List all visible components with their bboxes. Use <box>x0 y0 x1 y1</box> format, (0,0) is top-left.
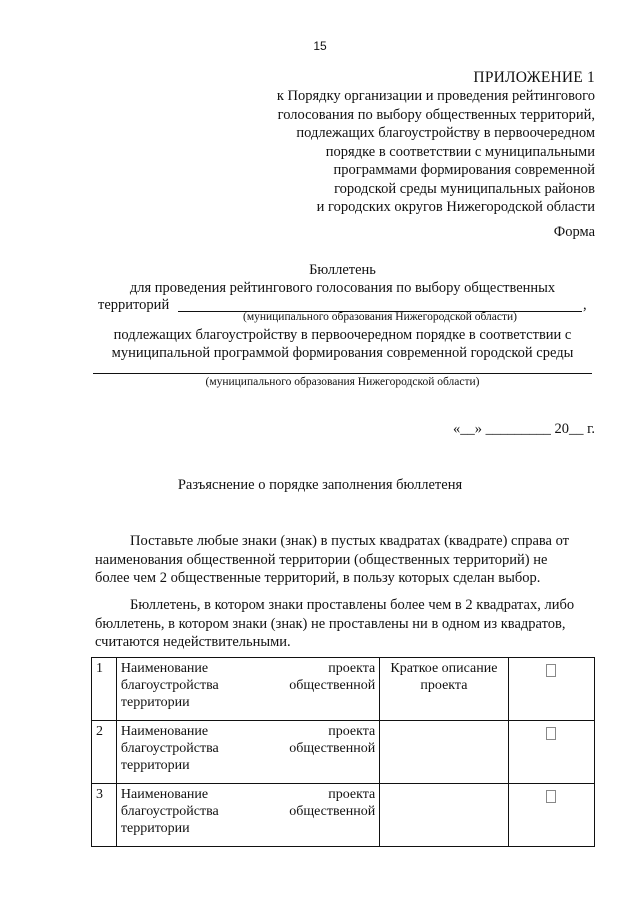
territory-name-cell <box>116 784 379 847</box>
appendix-line: порядке в соответствии с муниципальными <box>325 143 595 160</box>
ballot-line-1: для проведения рейтингового голосования по выбору общественных <box>129 280 556 296</box>
para2-line: считаются недействительными. <box>95 634 291 650</box>
name-word: Наименование <box>120 661 209 676</box>
table-row <box>92 784 595 847</box>
para2-line: бюллетень, в котором знаки (знак) не проставлены ни в одном из квадратов, <box>95 615 566 632</box>
vote-cell[interactable] <box>508 658 594 721</box>
caption-municipality-1: (муниципального образования Нижегородской области) <box>242 311 518 323</box>
territory-name-cell <box>116 658 379 721</box>
explanation-title: Разъяснение о порядке заполнения бюллетеня <box>177 477 463 493</box>
name-word: благоустройства <box>120 678 219 693</box>
name-word: территории <box>120 695 190 710</box>
appendix-line: подлежащих благоустройству в первоочередном <box>296 125 595 141</box>
vote-cell[interactable] <box>508 721 594 784</box>
appendix-line: программами формирования современной <box>333 162 595 178</box>
name-word: благоустройства <box>120 804 219 819</box>
checkbox-icon[interactable] <box>546 727 556 740</box>
ballot-line-4: муниципальной программой формирования современной городской среды <box>111 345 574 361</box>
para2-line: Бюллетень, в котором знаки проставлены более чем в 2 квадратах, либо <box>130 597 575 613</box>
appendix-title: ПРИЛОЖЕНИЕ 1 <box>473 69 595 86</box>
row-number: 1 <box>92 658 117 721</box>
name-word: проекта <box>328 661 376 676</box>
project-description-cell: Краткое описание проекта <box>380 658 508 721</box>
checkbox-icon[interactable] <box>546 664 556 677</box>
name-word: проекта <box>328 787 376 802</box>
para1-line: наименования общественной территории (общественных территорий) не <box>95 551 548 568</box>
form-label: Форма <box>553 224 595 240</box>
project-description-cell <box>380 721 508 784</box>
checkbox-icon[interactable] <box>546 790 556 803</box>
row-number: 2 <box>92 721 117 784</box>
appendix-line: голосования по выбору общественных территорий, <box>277 106 595 123</box>
territory-name-cell <box>116 721 379 784</box>
appendix-line: городской среды муниципальных районов <box>334 180 595 197</box>
table-row <box>92 721 595 784</box>
name-word: благоустройства <box>120 741 219 756</box>
explanation-paragraph-2 <box>95 596 595 652</box>
para1-line: Поставьте любые знаки (знак) в пустых квадратах (квадрате) справа от <box>130 533 570 549</box>
name-word: территории <box>120 758 190 773</box>
name-word: общественной <box>289 804 376 819</box>
name-word: территории <box>120 821 190 836</box>
ballot-line-3: подлежащих благоустройству в первоочередном порядке в соответствии с <box>113 327 572 343</box>
caption-municipality-2: (муниципального образования Нижегородской области) <box>205 376 480 388</box>
name-word: проекта <box>328 724 376 739</box>
ballot-line-2-prefix: территорий <box>98 297 170 313</box>
ballot-title: Бюллетень <box>309 262 376 278</box>
ballot-line-2-suffix: , <box>583 297 587 313</box>
ballot-table <box>91 657 595 847</box>
municipality-fill-line-2[interactable] <box>93 373 592 374</box>
appendix-line: к Порядку организации и проведения рейтингового <box>276 88 595 104</box>
name-word: общественной <box>289 678 376 693</box>
page-number: 15 <box>313 39 327 53</box>
name-word: Наименование <box>120 724 209 739</box>
name-word: Наименование <box>120 787 209 802</box>
row-number: 3 <box>92 784 117 847</box>
appendix-line: и городских округов Нижегородской области <box>316 199 595 215</box>
date-line: «__» _________ 20__ г. <box>452 421 595 437</box>
table-row <box>92 658 595 721</box>
para1-line: более чем 2 общественные территорий, в пользу которых сделан выбор. <box>95 570 541 586</box>
explanation-paragraph-1 <box>95 532 595 588</box>
name-word: общественной <box>289 741 376 756</box>
vote-cell[interactable] <box>508 784 594 847</box>
appendix-subtitle <box>277 87 595 217</box>
project-description-cell <box>380 784 508 847</box>
